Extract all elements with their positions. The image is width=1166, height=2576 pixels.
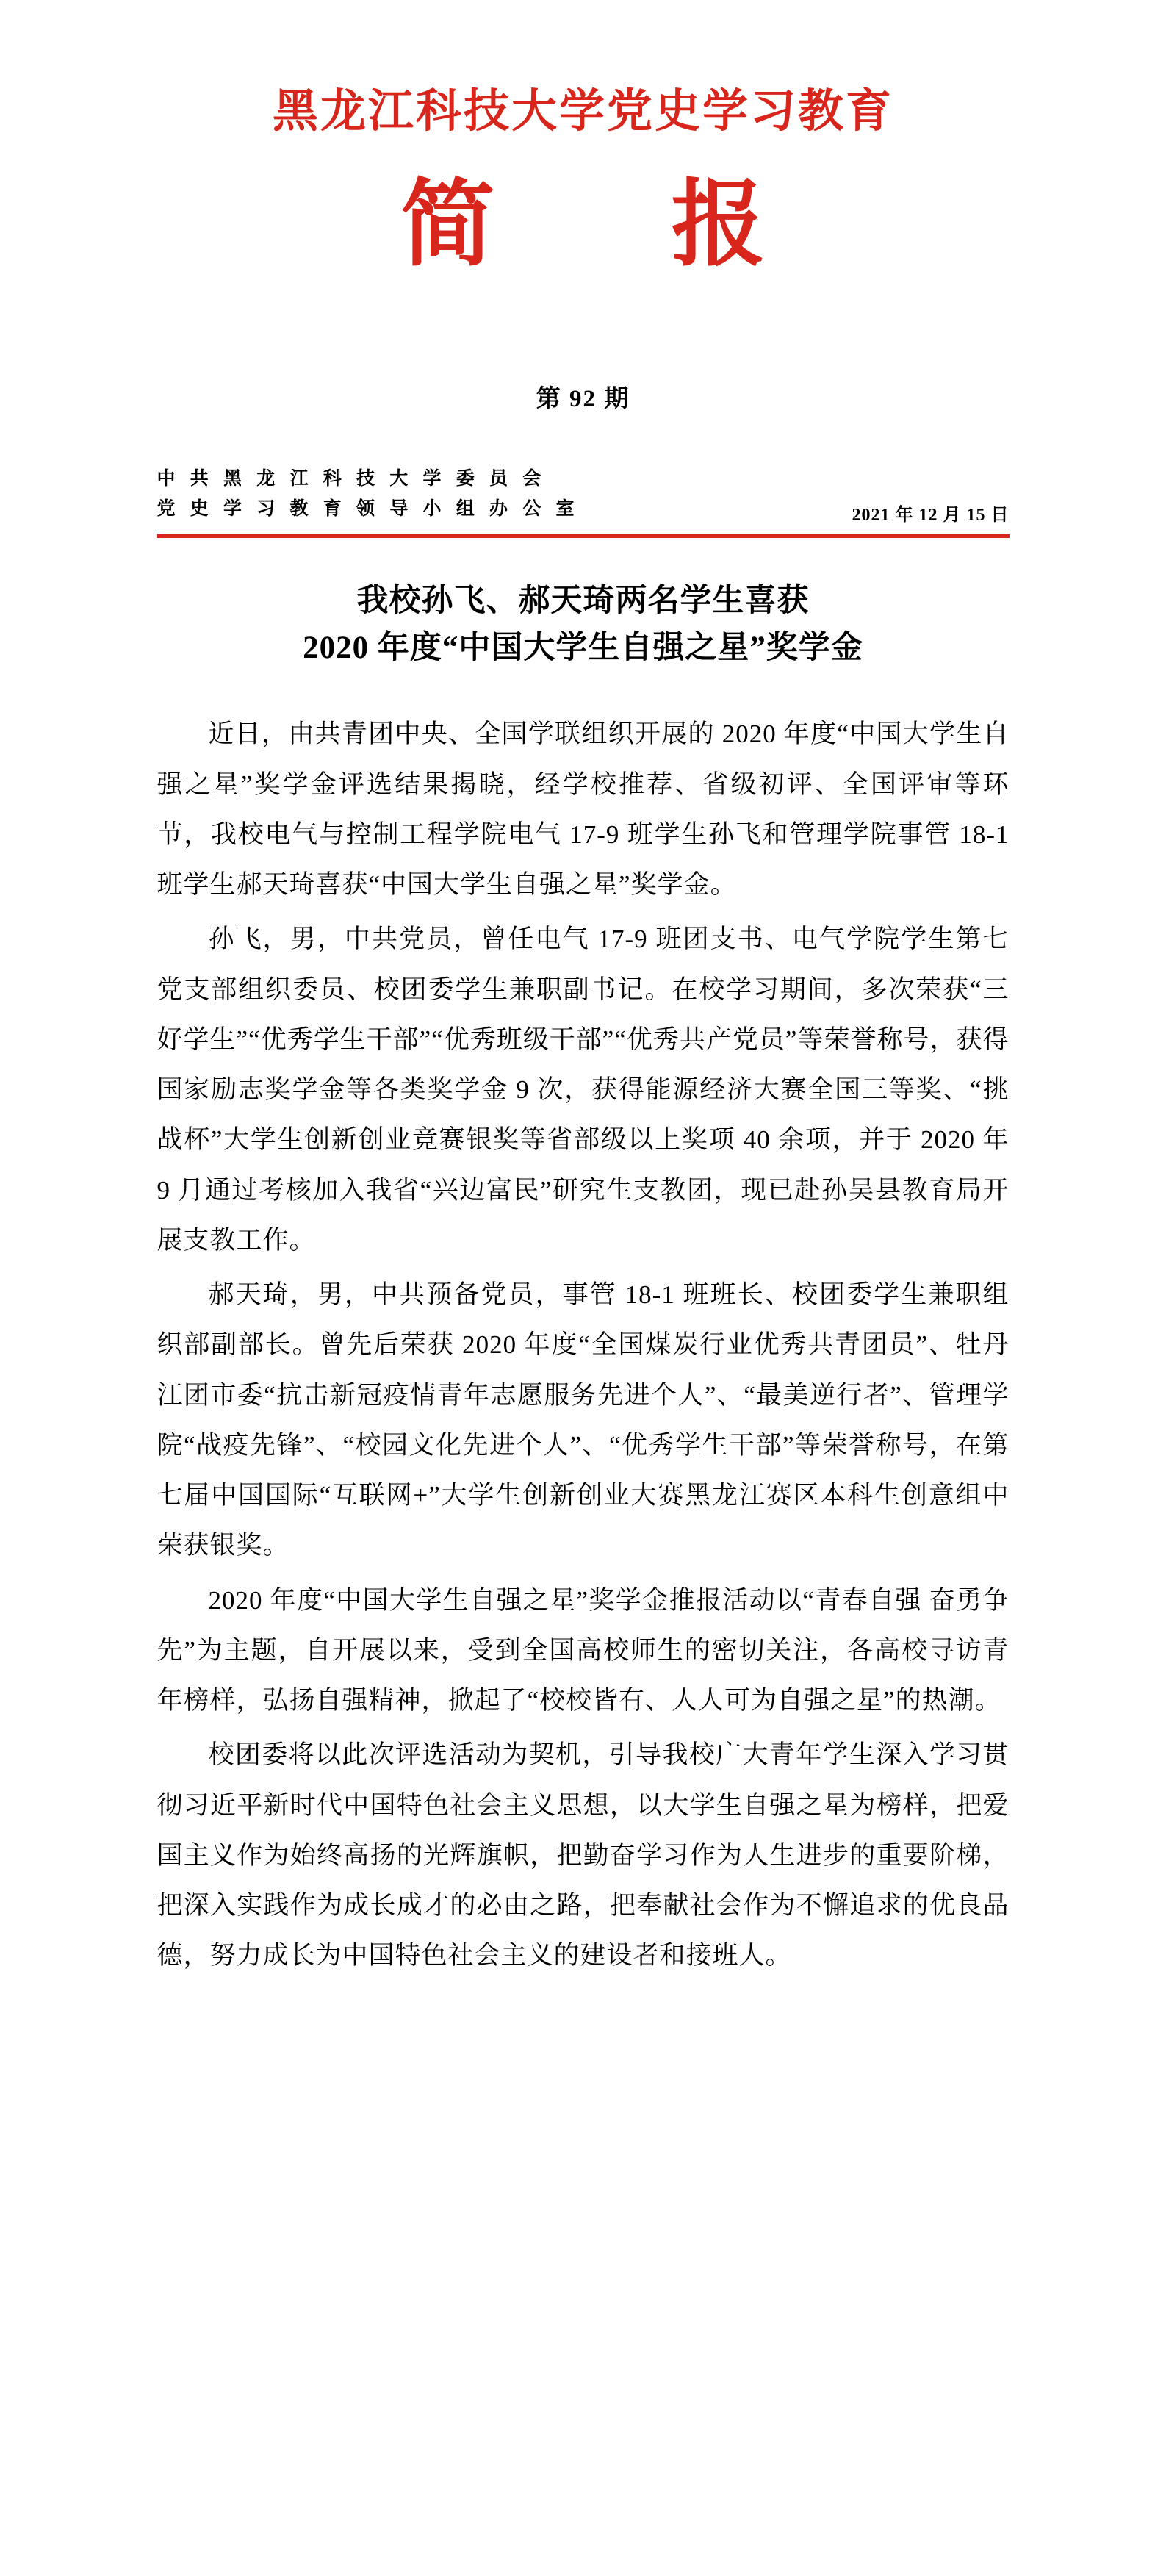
masthead bbox=[0, 0, 1166, 284]
article-paragraph: 近日，由共青团中央、全国学联组织开展的 2020 年度“中国大学生自强之星”奖学金评选结果揭晓，经学校推荐、省级初评、全国评审等环节，我校电气与控制工程学院电气 17-9 班学生孙飞和管理学院事管 18-1 班学生郝天琦喜获“中国大学生自强之星”奖学金。 bbox=[156, 720, 1010, 900]
issuer-line-2: 党 史 学 习 教 育 领 导 小 组 办 公 室 bbox=[156, 499, 580, 520]
article-paragraph: 校团委将以此次评选活动为契机，引导我校广大青年学生深入学习贯彻习近平新时代中国特色社会主义思想，以大学生自强之星为榜样，把爱国主义作为始终高扬的光辉旗帜，把勤奋学习作为人生进步的重要阶梯，把深入实践作为成长成才的必由之路，把奉献社会作为不懈追求的优良品德，努力成长为中国特色社会主义的建设者和接班人。 bbox=[156, 1740, 1010, 1970]
issuer-line-1: 中 共 黑 龙 江 科 技 大 学 委 员 会 bbox=[156, 469, 547, 489]
masthead-title: 黑龙江科技大学党史学习教育 bbox=[272, 87, 893, 137]
issuer-meta bbox=[157, 464, 1010, 531]
headline-line-1: 我校孙飞、郝天琦两名学生喜获 bbox=[356, 584, 810, 619]
issue-number: 第 92 期 bbox=[536, 386, 630, 413]
article-paragraph: 孙飞，男，中共党员，曾任电气 17-9 班团支书、电气学院学生第七党支部组织委员、校团委学生兼职副书记。在校学习期间，多次荣获“三好学生”“优秀学生干部”“优秀班级干部”“优秀共产党员”等荣誉称号，获得国家励志奖学金等各类奖学金 9 次，获得能源经济大赛全国三等奖、“挑战杯”大学生创新创业竞赛银奖等省部级以上奖项 40 余项，并于 2020 年 9 月通过考核加入我省“兴边富民”研究生支教团，现已赴孙吴县教育局开展支教工作。 bbox=[156, 925, 1010, 1255]
article-paragraph: 2020 年度“中国大学生自强之星”奖学金推报活动以“青春自强 奋勇争先”为主题，自开展以来，受到全国高校师生的密切关注，各高校寻访青年榜样，弘扬自强精神，掀起了“校校皆有、人人可为自强之星”的热潮。 bbox=[156, 1585, 1010, 1715]
header-divider bbox=[157, 534, 1010, 538]
article-body bbox=[157, 709, 1010, 1981]
issuer-organization bbox=[157, 464, 580, 525]
article-headline bbox=[157, 578, 1010, 671]
issue-date: 2021 年 12 月 15 日 bbox=[852, 506, 1010, 525]
article-paragraph: 郝天琦，男，中共预备党员，事管 18-1 班班长、校团委学生兼职组织部副部长。曾先后荣获 2020 年度“全国煤炭行业优秀共青团员”、牡丹江团市委“抗击新冠疫情青年志愿服务先进个人”、“最美逆行者”、管理学院“战疫先锋”、“校园文化先进个人”、“优秀学生干部”等荣誉称号，在第七届中国国际“互联网+”大学生创新创业大赛黑龙江赛区本科生创意组中荣获银奖。 bbox=[156, 1280, 1010, 1560]
bulletin-word: 简 报 bbox=[400, 173, 807, 278]
page-footer-space bbox=[0, 1986, 1166, 2052]
headline-line-2: 2020 年度“中国大学生自强之星”奖学金 bbox=[303, 630, 863, 665]
